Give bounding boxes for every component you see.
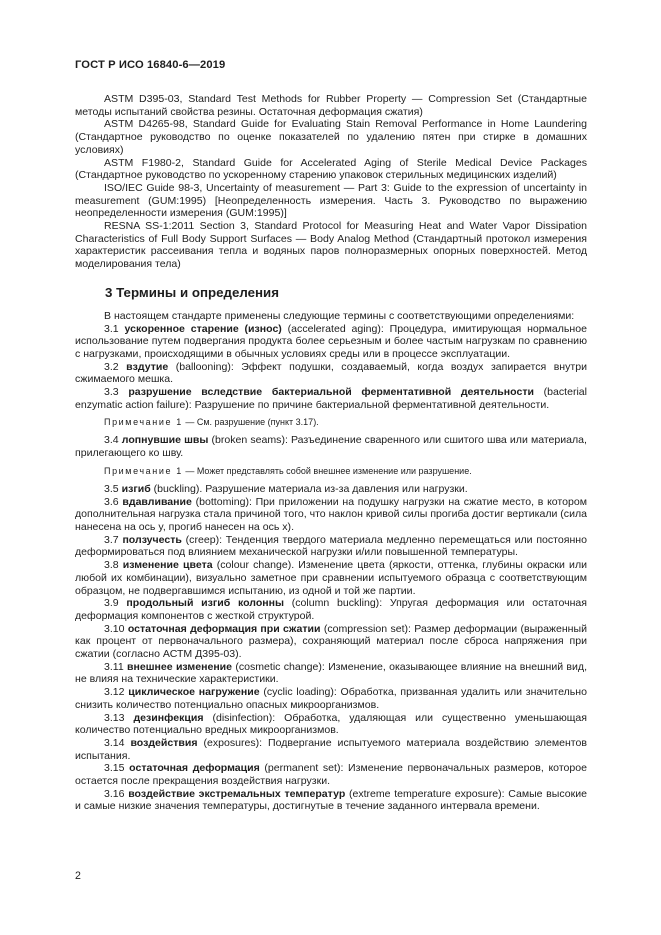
definition-3-9 <box>75 597 587 622</box>
reference-astm-d395: ASTM D395-03, Standard Test Methods for Rubber Property — Compression Set (Стандартные методы испытаний свойства резины. Остаточная деформация сжатия) <box>75 93 587 118</box>
def-term: внешнее изменение <box>127 660 233 673</box>
definition-3-4 <box>75 434 587 459</box>
def-text: (buckling). Разрушение материала из-за давления или нагрузки. <box>150 482 468 495</box>
def-text: (bottoming): При приложении на подушку нагрузки на сжатие место, в котором дополнительная нагрузка стала причиной того, что наклон кривой силы прогиба достиг вертикали (сила нанесена на ось y, прогиб нанесен на ось x). <box>75 495 587 533</box>
section-title: 3 Термины и определения <box>105 284 279 300</box>
def-term: разрушение вследствие бактериальной ферментативной деятельности <box>128 386 534 399</box>
def-text: (extreme temperature exposure): Самые высокие и самые низкие значения температуры, достигнутые в течение заданного интервала времени. <box>75 787 587 813</box>
definition-3-6 <box>75 496 587 534</box>
def-number: 3.8 <box>104 559 119 572</box>
note-text: — См. разрушение (пункт 3.17). <box>182 417 319 428</box>
note-3-3 <box>75 417 587 428</box>
def-number: 3.16 <box>104 787 125 800</box>
definition-3-1 <box>75 323 587 361</box>
def-number: 3.13 <box>104 711 125 724</box>
def-number: 3.4 <box>104 434 119 447</box>
def-term: изгиб <box>121 482 151 495</box>
def-text: (compression set): Размер деформации (выраженный как процент от первоначального размера), сохраняющий материал после сброса напряжения при сжатии (согласно АСТМ Д395-03). <box>75 622 587 661</box>
def-term: дезинфекция <box>133 711 204 724</box>
reference-iso-iec-guide: ISO/IEC Guide 98-3, Uncertainty of measurement — Part 3: Guide to the expression of uncertainty in measurement (GUM:1995) [Неопределенность измерения. Часть 3. Руководство по выражению неопределенности измерения (GUM:1995)] <box>75 181 587 220</box>
def-term: ускоренное старение (износ) <box>124 322 282 335</box>
def-number: 3.14 <box>104 736 125 749</box>
definition-3-5 <box>75 483 587 496</box>
note-label: Примечание 1 <box>104 465 183 476</box>
reference-resna: RESNA SS-1:2011 Section 3, Standard Protocol for Measuring Heat and Water Vapor Dissipation Characteristics of Full Body Support Surfaces — Body Analog Method (Стандартный протокол измерения характеристик рассеивания тепла и водяных паров полноразмерных опорных поверхностей. Метод моделирования тела) <box>75 220 587 271</box>
reference-astm-f1980: ASTM F1980-2, Standard Guide for Accelerated Aging of Sterile Medical Device Packages (Стандартное руководство по ускоренному старению упаковок стерильных медицинских изделий) <box>75 156 587 182</box>
def-text: (exposures): Подвергание испытуемого материала воздействию элементов испытания. <box>75 736 587 762</box>
def-text: (permanent set): Изменение первоначальных размеров, которое остается после прекращения воздействия нагрузки. <box>75 762 587 788</box>
def-number: 3.10 <box>104 622 125 635</box>
definition-3-10 <box>75 623 587 661</box>
def-text: (colour change). Изменение цвета (яркости, оттенка, глубины окраски или любой их комбинации), визуально заметное при сравнении испытуемого образца с соответствующим образцом, не подвергавшимся испытанию, из одной и той же партии. <box>75 559 587 597</box>
def-text: (ballooning): Эффект подушки, создаваемый, когда воздух запирается внутри сжимаемого мешка. <box>75 360 587 386</box>
note-label: Примечание 1 <box>104 417 183 428</box>
note-text: — Может представлять собой внешнее изменение или разрушение. <box>182 465 472 476</box>
definition-3-14 <box>75 737 587 762</box>
def-text: (column buckling): Упругая деформация или остаточная деформация компонентов с жесткой структурой. <box>75 597 587 622</box>
standard-header: ГОСТ Р ИСО 16840-6—2019 <box>75 59 226 71</box>
def-text: (creep): Тенденция твердого материала медленно перемещаться или постоянно деформироваться под влиянием механической нагрузки и/или повышенной температуры. <box>75 533 587 559</box>
definition-3-13 <box>75 712 587 737</box>
def-text: (bacterial enzymatic action failure): Разрушение по причине бактериальной ферментативной деятельности. <box>75 386 588 411</box>
page-number: 2 <box>75 870 81 882</box>
definition-3-2 <box>75 361 587 386</box>
def-number: 3.2 <box>104 360 119 373</box>
def-term: ползучесть <box>122 533 182 546</box>
def-text: (broken seams): Разъединение сваренного или сшитого шва или материала, прилегающего ко шву. <box>75 434 587 460</box>
def-number: 3.1 <box>104 322 119 335</box>
def-term: остаточная деформация при сжатии <box>127 622 321 635</box>
def-number: 3.3 <box>104 386 119 399</box>
document-body <box>75 93 587 813</box>
def-number: 3.5 <box>104 482 119 495</box>
def-term: остаточная деформация <box>129 762 260 775</box>
section-intro: В настоящем стандарте применены следующие термины с соответствующими определениями: <box>104 309 575 322</box>
definition-3-12 <box>75 686 587 711</box>
definition-3-11 <box>75 661 587 686</box>
definition-3-8 <box>75 559 587 597</box>
def-number: 3.6 <box>104 495 119 508</box>
def-number: 3.9 <box>104 597 119 610</box>
def-term: вдавливание <box>122 495 192 508</box>
def-term: воздействия <box>130 736 198 749</box>
def-number: 3.15 <box>104 762 125 775</box>
definition-3-7 <box>75 534 587 559</box>
note-3-4 <box>75 466 587 477</box>
def-number: 3.7 <box>104 533 119 546</box>
definition-3-3 <box>75 386 587 411</box>
def-text: (disinfection): Обработка, удаляющая или существенно уменьшающая количество потенциально вредных микроорганизмов. <box>75 711 587 737</box>
def-text: (accelerated aging): Процедура, имитирующая нормальное использование путем подвергания продукта более серьезным и более частым нагрузкам по сравнению с нагрузками, происходящими в обычных условиях среды или в процессе эксплуатации. <box>75 322 587 360</box>
def-term: продольный изгиб колонны <box>126 597 285 610</box>
reference-astm-d4265: ASTM D4265-98, Standard Guide for Evaluating Stain Removal Performance in Home Laundering (Стандартное руководство по оценке показателей по удалению пятен при стирке в домашних условиях) <box>75 118 587 156</box>
def-number: 3.12 <box>104 686 125 699</box>
definition-3-16 <box>75 788 587 813</box>
def-term: лопнувшие швы <box>121 434 209 447</box>
definition-3-15 <box>75 762 587 787</box>
def-term: вздутие <box>126 360 169 373</box>
def-term: воздействие экстремальных температур <box>128 787 346 800</box>
def-text: (cosmetic change): Изменение, оказывающее влияние на внешний вид, не влияя на технические характеристики. <box>75 660 587 686</box>
def-term: изменение цвета <box>122 559 213 572</box>
def-text: (cyclic loading): Обработка, призванная удалить или значительно снизить количество потенциально опасных микроорганизмов. <box>75 686 587 711</box>
def-term: циклическое нагружение <box>128 686 260 699</box>
def-number: 3.11 <box>104 660 124 673</box>
